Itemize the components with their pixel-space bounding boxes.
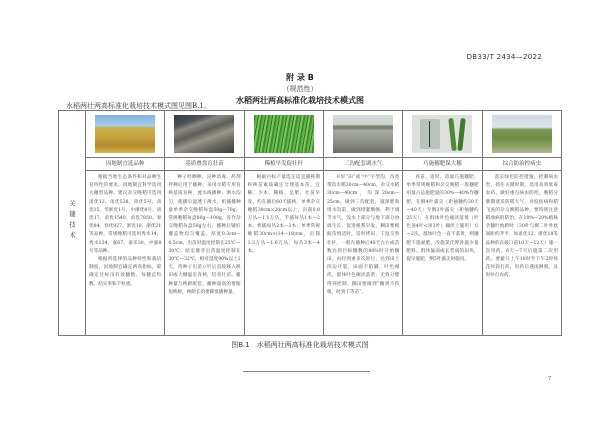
intro-text: 水稻两壮两高标准化栽培技术模式图见图B.1。	[66, 102, 211, 110]
paragraph: 种子经晒种、浸种消毒、药剂拌种后用于播种，采用水稻专用育秧基质育秧，流水线播种，洒水均匀，使播后湿透干薄水。机插播种量单季杂交晚稻每盘50g—70g，常规晚稻每盘80g—100g，连作杂交晚稻每盘50g左右。播种后铺好覆盖物均匀覆盖，厚度0.3cm—0.5cm，出苗时温度控制在25℃—30℃。暗室催芽出苗温度控制在30℃—32℃，相对湿度90%以上2天，待种子出苗立针后直接移入秧田或大棚温室育秧，培育壮苗。播种量与秧龄配套，播种量高的要缩短秧龄，秧龄长的要降低播种量。	[168, 175, 241, 295]
paragraph: 根据所选择的品种特性和栽培制度，因地制宜确定两高指标，即确定目标亩有效穗数、每穗总粒数、结实率和千粒重。	[89, 257, 162, 287]
figure-caption: 图B.1 水稻两壮两高标准化栽培技术模式图	[231, 341, 369, 349]
caption-row	[59, 158, 562, 171]
column-text	[482, 171, 561, 336]
page-number: 7	[548, 376, 552, 382]
standard-code: DB33/T 2434—2022	[466, 53, 542, 61]
column-caption: 巧施穗肥保大穗	[403, 158, 482, 171]
column-caption: 基质叠盘育壮苗	[165, 158, 244, 171]
paddy-water-field-photo	[333, 115, 393, 153]
image-row	[59, 111, 562, 158]
column-caption: 三沟配套调水气	[323, 158, 402, 171]
column-caption: 综合防治控病虫	[482, 158, 561, 171]
column-text	[244, 171, 323, 336]
row-label: 关键技术	[68, 200, 76, 242]
footer-divider	[243, 371, 370, 372]
column-text	[403, 171, 482, 336]
annex-title: 附 录 B	[286, 73, 314, 82]
column-caption: 稀植早发促壮秆	[244, 158, 323, 171]
young-rice-plants-photo	[254, 115, 314, 153]
paragraph: 根据目标产量选定适宜插秧期和秧苗素质确定合理基本苗。宜稀、少本、稀植、足肥、壮苗早发。约在播后60天插秧，单季杂交晚稻30cm×20cm以上，亩栽0.8万丛—1.1万丛，手插每丛1本—2本，机插每丛2本—3本；单季常规晚稻30cm×(14—18)cm，亩栽1.3万丛—1.6万丛，每丛3本—4本。	[247, 175, 320, 254]
plant-structure-diagram	[412, 115, 472, 153]
text-row	[59, 171, 562, 336]
paragraph: 落实绿色防控措施，控制病虫害，抓住关键时期，选用高效低毒农药，做好重点病虫防控。晚稻分蘖期迷采防稻大气，对纹枯病和稻飞虱的杂交晚稻品种，要特别注意稻曲病的防治。在10%—20%植株孕穗叶枕距时（30叶与倒二叶叶枕间距约齐平，如甬优12、浙优18等品种的在破口前10天—12天）施一次用药，6天—7天后施第二次用药。要避开上午10时至下午2时扬花时段打药，用药后遇雨淋脱，及时补打农药。	[485, 175, 558, 279]
column-text	[323, 171, 402, 336]
column-text	[86, 171, 165, 336]
column-text	[165, 171, 244, 336]
paragraph: 看苗、适时、适量巧施穗肥。单季常规晚稻和杂交晚稻一般穗肥用量占总施肥量的30%—40%作穗肥，在倒4叶露尖（距抽穗约30天—40天）至倒2叶露尖（距抽穗约25天），在群体叶色褪淡落黄（叶色顶4叶<顶3叶）褪淡上施用）方—2次。群体叶色一直不落黄，则穗肥不施氮肥，改施氯化钾补施少量肥料。群体偏弱或长势弱的田块，提早施肥，倒5叶露尖时施用。	[406, 175, 479, 263]
column-caption: 因地制宜选品种	[86, 158, 165, 171]
seedling-tray-photo	[174, 115, 234, 153]
row-label-cell	[59, 111, 86, 336]
annex-heading: 水稻两壮两高标准化栽培技术模式图	[236, 96, 364, 105]
paragraph: 根据当地生态条件和对品种生育特性的要求，因地制宜科学选用大穗型品种。建议杂交晚稻可选用甬优12、甬优538、甬优5号、甬优15、华浙优1号、中浙优8号、甬优17、甬优1540、甬优7850、春优84、春优927、浙优18、浙优21等品种，常规晚稻可选用秀水14、秀水134、嘉67、嘉禾30、中嘉8号等品种。	[89, 175, 162, 254]
pest-control-field-photo	[492, 115, 552, 153]
ripe-rice-field-photo	[95, 115, 155, 153]
technique-table	[58, 110, 562, 336]
annex-nature: （规范性）	[282, 85, 318, 93]
paragraph: 开好“田”或“中”字型沟，沟宽带沟水稻30cm—40cm，杂交水稻30cm—40cm，沟深20cm—25cm。做到三沟配套，施深肥和排水沟渠，做到排灌顺畅，利于调节水气。浅水上部分与地下部分协调生长，促进根系早发，搁田要根据苗情适时，适时烤田，干湿交替壮秆，一般在播种后40天左右或苗数达到目标穗数的80%时开始搁田。由轻到重多次进行，达到田土四边开裂，田面不陷脚，叶色褪淡，群体叶色褪淡落黄，无效分蘖得到控制。搁田要做到“搁到不伤根，时到不等苗”。	[326, 175, 400, 295]
